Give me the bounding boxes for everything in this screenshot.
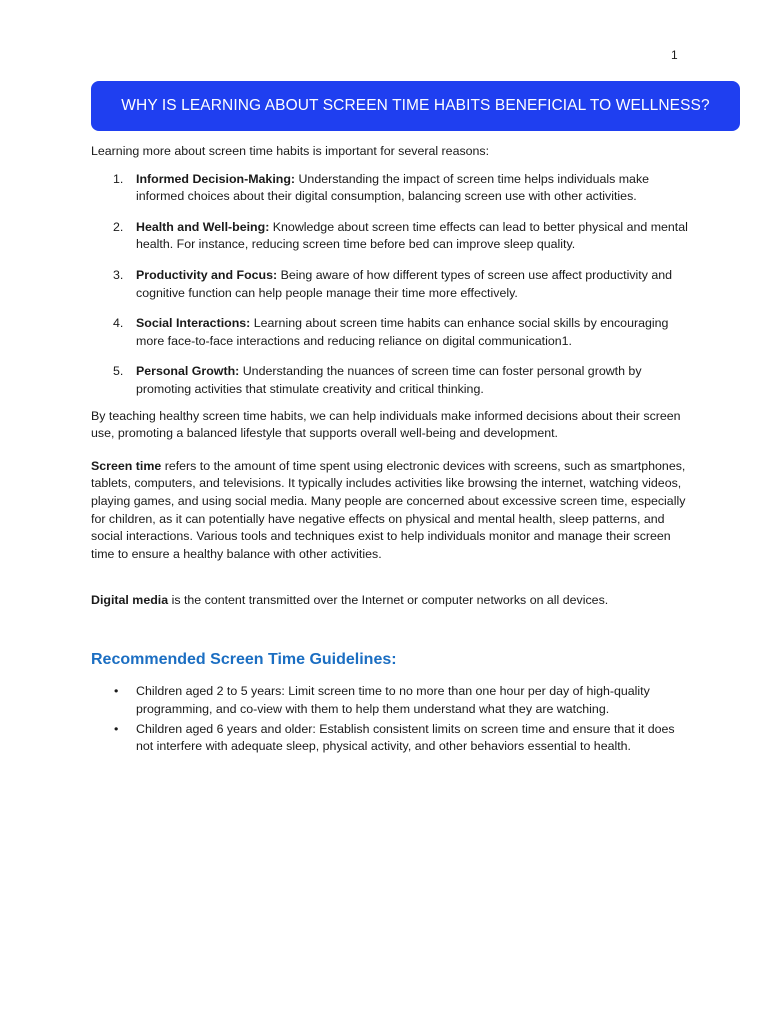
reason-text: Understanding the impact of screen time helps individuals make informed choices about their digital consumption, balancing screen use with other activities. bbox=[136, 171, 650, 204]
list-number: 3. bbox=[113, 267, 124, 282]
list-item bbox=[91, 721, 691, 756]
guideline-text: Children aged 6 years and older: Establish consistent limits on screen time and ensure that it does not interfere with adequate sleep, physical activity, and other behaviors essential to health. bbox=[136, 721, 675, 754]
reasons-list bbox=[91, 171, 691, 399]
list-item bbox=[91, 683, 691, 718]
list-item bbox=[91, 171, 691, 206]
section-heading: Recommended Screen Time Guidelines: bbox=[91, 650, 397, 668]
reason-title: Personal Growth: bbox=[136, 364, 240, 379]
list-number: 5. bbox=[113, 364, 124, 379]
defined-term: Screen time bbox=[91, 458, 162, 473]
definition-text: refers to the amount of time spent using electronic devices with screens, such as smartphones, tablets, computers, and televisions. It typically includes activities like browsing the internet, watching videos, playing games, and using social media. Many people are concerned about excessive screen time, especially for children, as it can potentially have negative effects on physical and mental health, sleep patterns, and social interactions. Various tools and techniques exist to help individuals monitor and manage their screen time to ensure a healthy balance with other activities. bbox=[91, 458, 686, 561]
bullet-icon: • bbox=[114, 684, 119, 699]
reason-text: Being aware of how different types of screen use affect productivity and cognitive function can help people manage their time more effectively. bbox=[136, 267, 673, 300]
guideline-text: Children aged 2 to 5 years: Limit screen time to no more than one hour per day of high-quality programming, and co-view with them to help them understand what they are watching. bbox=[136, 684, 650, 717]
list-number: 1. bbox=[113, 171, 124, 186]
list-item bbox=[91, 267, 691, 302]
reason-text: Learning about screen time habits can enhance social skills by encouraging more face-to-face interactions and reducing reliance on digital communication1. bbox=[136, 316, 669, 348]
page-number: 1 bbox=[671, 48, 678, 62]
list-number: 4. bbox=[113, 316, 124, 331]
list-number: 2. bbox=[113, 219, 124, 234]
reason-title: Informed Decision-Making: bbox=[136, 171, 296, 186]
reason-text: Understanding the nuances of screen time can foster personal growth by promoting activities that stimulate creativity and critical thinking. bbox=[136, 364, 642, 396]
reason-title: Productivity and Focus: bbox=[136, 267, 278, 282]
reason-text: Knowledge about screen time effects can lead to better physical and mental health. For instance, reducing screen time before bed can improve sleep quality. bbox=[136, 219, 688, 252]
document-body bbox=[91, 143, 691, 758]
screen-time-definition bbox=[91, 458, 691, 564]
list-item bbox=[91, 219, 691, 254]
reason-title: Health and Well-being: bbox=[136, 219, 270, 234]
list-item bbox=[91, 315, 691, 350]
summary-paragraph: By teaching healthy screen time habits, we can help individuals make informed decisions about their screen use, promoting a balanced lifestyle that supports overall well-being and development. bbox=[91, 408, 681, 441]
defined-term: Digital media bbox=[91, 593, 169, 608]
intro-paragraph: Learning more about screen time habits is important for several reasons: bbox=[91, 144, 490, 158]
guidelines-list bbox=[91, 683, 691, 755]
list-item bbox=[91, 363, 691, 398]
reason-title: Social Interactions: bbox=[136, 316, 251, 331]
title-banner: WHY IS LEARNING ABOUT SCREEN TIME HABITS BENEFICIAL TO WELLNESS? bbox=[91, 81, 740, 131]
digital-media-definition bbox=[91, 592, 691, 610]
definition-text: is the content transmitted over the Internet or computer networks on all devices. bbox=[168, 593, 609, 608]
bullet-icon: • bbox=[114, 721, 119, 736]
